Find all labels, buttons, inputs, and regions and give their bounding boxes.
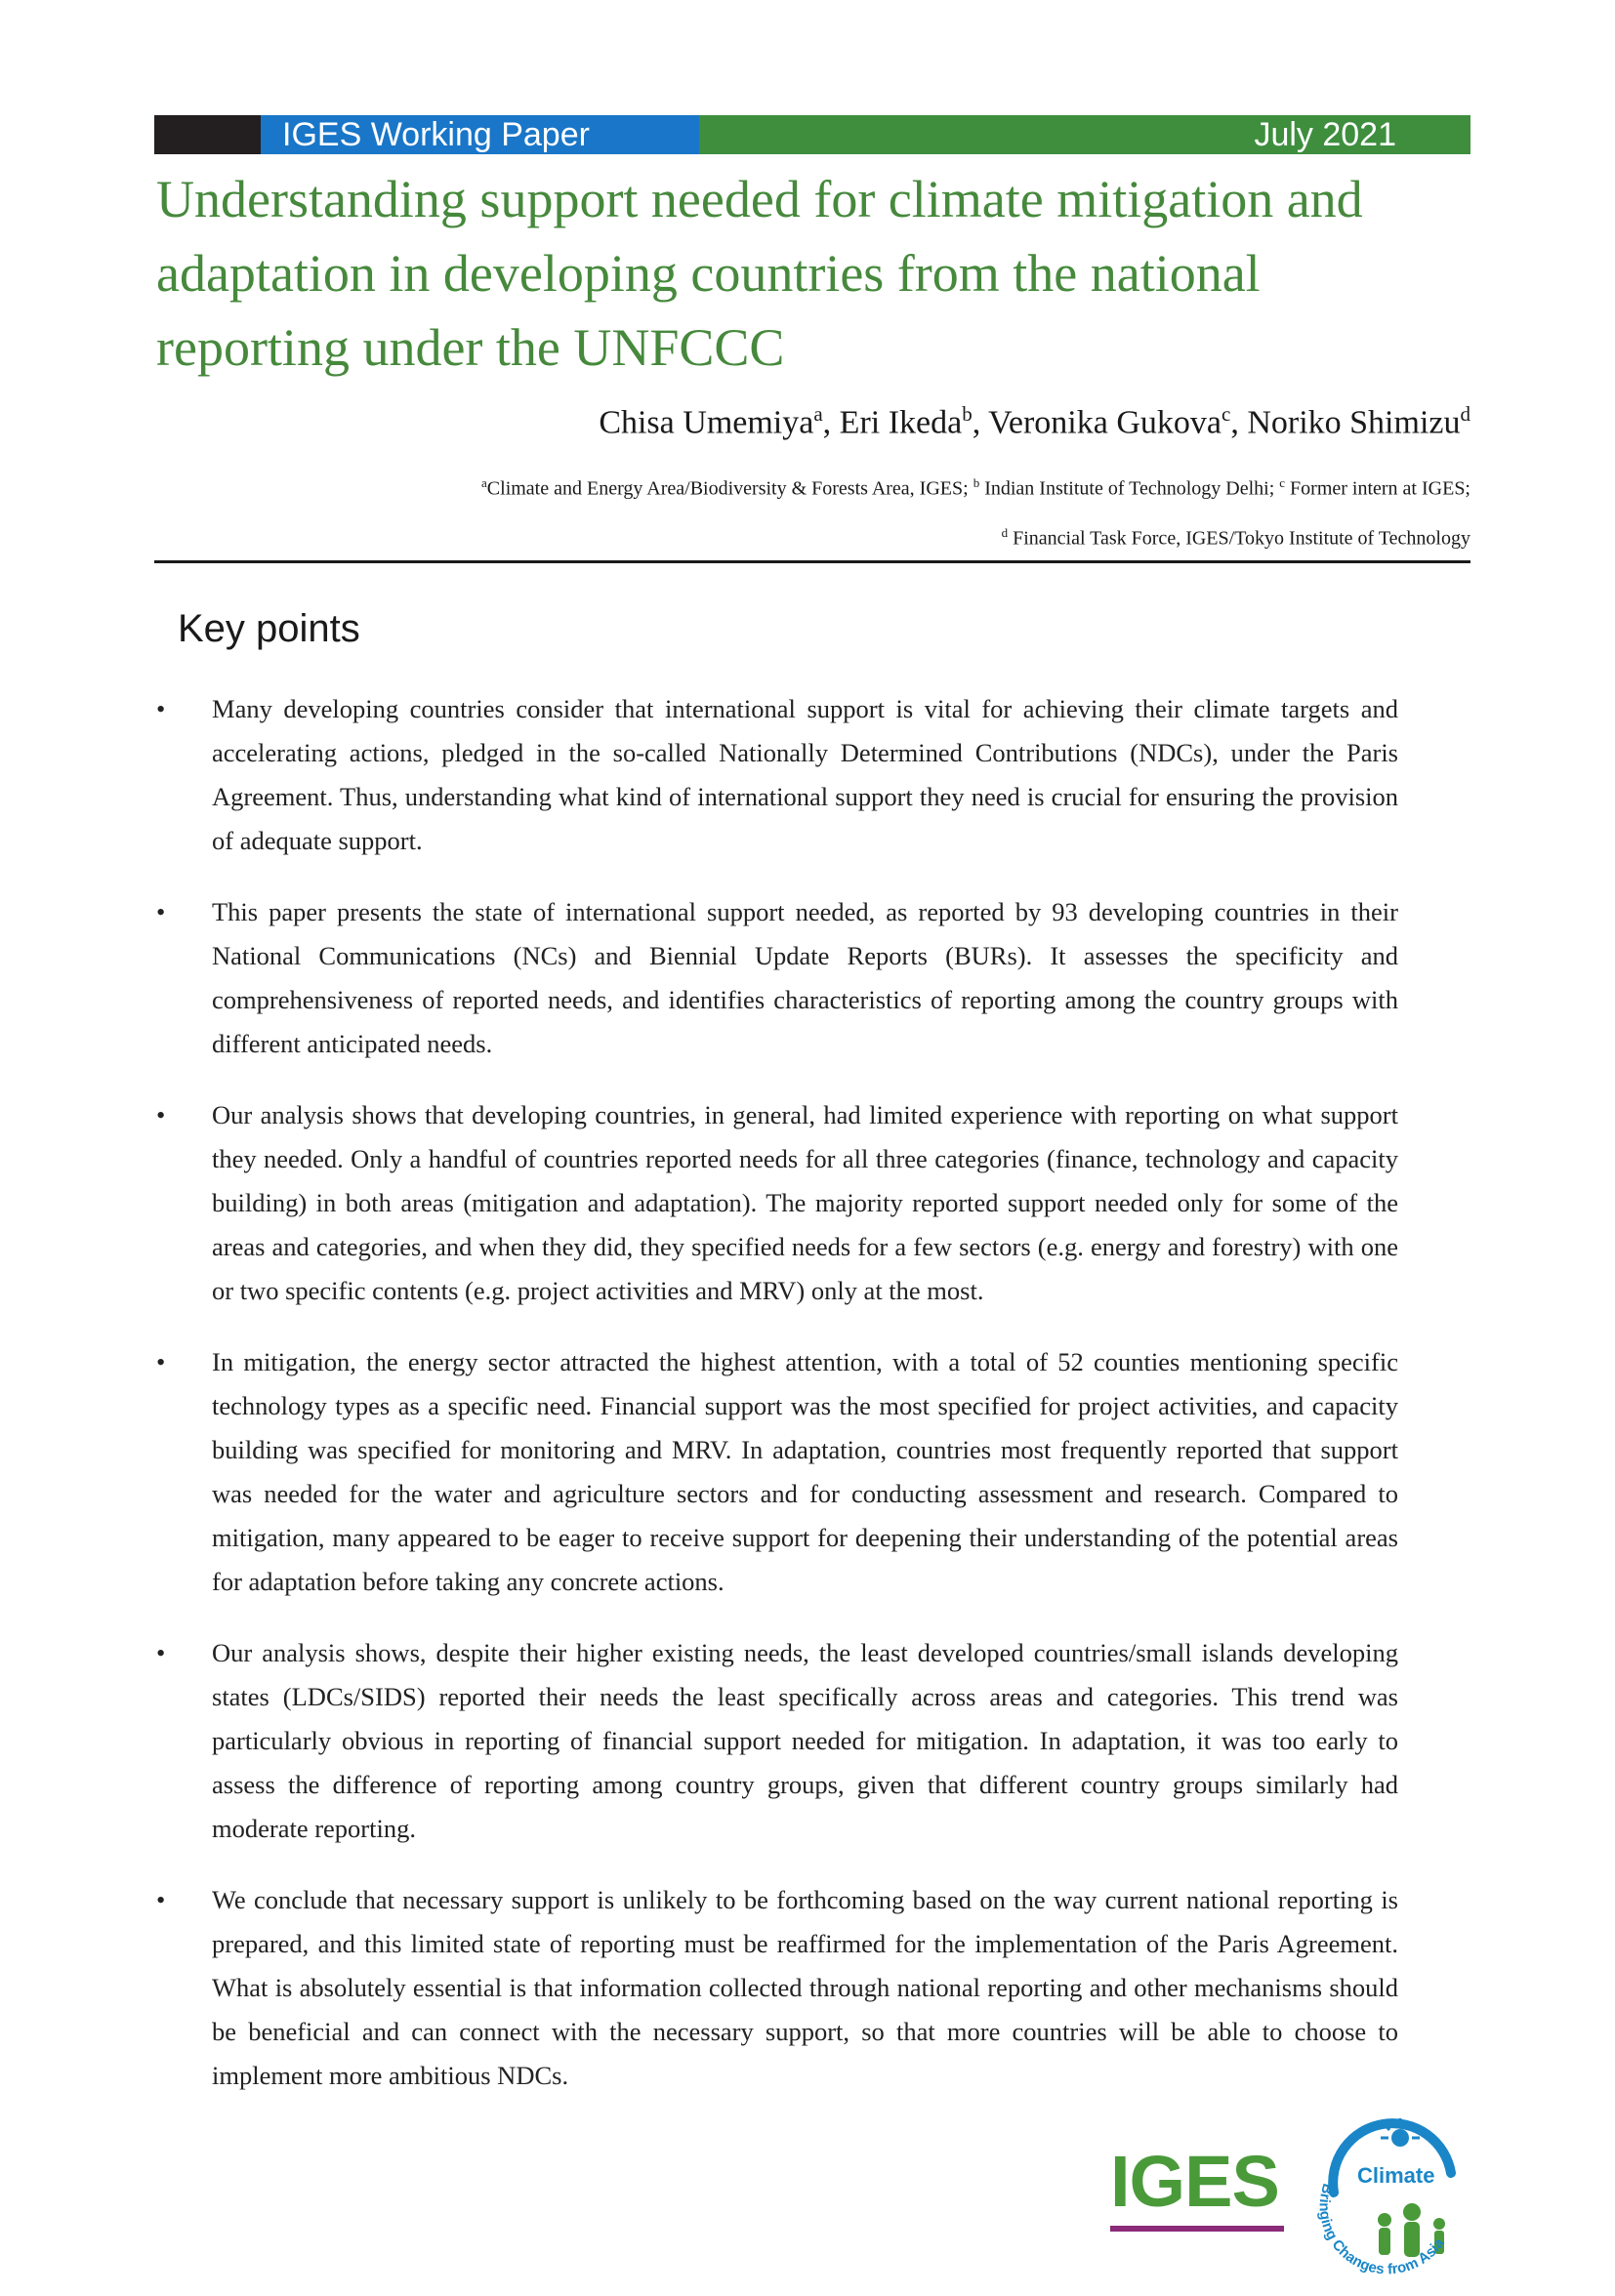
author-affiliation-mark: d [1460,402,1470,426]
iges-logo-underline [1110,2226,1284,2232]
author-separator: , [972,404,989,441]
affiliations-line-2 [1002,525,1470,551]
affiliation-mark: d [1001,525,1009,540]
key-points-list [156,687,1398,2125]
author-affiliation-mark: c [1222,402,1231,426]
author-separator: , [822,404,840,441]
author-name: Noriko Shimizu [1247,404,1461,441]
key-point-item [156,1340,1398,1604]
author-name: Veronika Gukova [988,404,1222,441]
header-divider [154,560,1470,563]
affiliation-d: Financial Task Force, IGES/Tokyo Institute of Technology [1013,527,1470,550]
author-list [599,402,1470,441]
bullet-icon: • [156,1638,166,1667]
key-point-item [156,1631,1398,1851]
banner-black-block [154,115,261,154]
affiliations-line-1 [481,475,1470,501]
bullet-icon: • [156,1885,166,1914]
bullet-icon: • [156,1347,166,1376]
key-point-text: We conclude that necessary support is unlikely to be forthcoming based on the way current national reporting is prepared, and this limited state of reporting must be reaffirmed for the implementation of the Paris Agreement. What is absolutely essential is that information collected through national reporting and other mechanisms should be beneficial and can connect with the necessary support, so that more countries will be able to choose to implement more ambitious NDCs. [212,1885,1398,2090]
affiliation-b: Indian Institute of Technology Delhi; [984,477,1280,500]
author-name: Chisa Umemiya [599,404,814,441]
key-point-item [156,890,1398,1066]
affiliation-mark: a [481,475,487,490]
key-point-text: Many developing countries consider that international support is vital for achieving their climate targets and accelerating actions, pledged in the so-called Nationally Determined Contributions (NDCs), under the Paris Agreement. Thus, understanding what kind of international support they need is crucial for ensuring the provision of adequate support. [212,694,1398,855]
author-affiliation-mark: b [962,402,973,426]
header-banner [154,115,1470,154]
affiliation-mark: c [1279,475,1286,490]
author-separator: , [1230,404,1248,441]
key-point-text: In mitigation, the energy sector attracted the highest attention, with a total of 52 counties mentioning specific technology types as a specific need. Financial support was the most specified for project activities, and capacity building was specified for monitoring and MRV. In adaptation, countries most frequently reported that support was needed for the water and agriculture sectors and for conducting assessment and research. Compared to mitigation, many appeared to be eager to receive support for deepening their understanding of the potential areas for adaptation before taking any concrete actions. [212,1347,1398,1596]
affiliation-c: Former intern at IGES; [1290,477,1470,500]
author-affiliation-mark: a [813,402,823,426]
key-point-item [156,1093,1398,1313]
key-points-heading: Key points [178,607,360,650]
climate-logo-word: Climate [1357,2163,1435,2188]
key-point-text: Our analysis shows that developing countries, in general, had limited experience with reporting on what support they needed. Only a handful of countries reported needs for all three categories (finance, technology and capacity building) in both areas (mitigation and adaptation). The majority reported support needed only for some of the areas and categories, and when they did, they specified needs for a few sectors (e.g. energy and forestry) with one or two specific contents (e.g. project activities and MRV) only at the most. [212,1100,1398,1305]
bullet-icon: • [156,694,166,723]
key-point-text: This paper presents the state of international support needed, as reported by 93 developing countries in their National Communications (NCs) and Biennial Update Reports (BURs). It assesses the specificity and comprehensiveness of reported needs, and identifies characteristics of reporting among the country groups with different anticipated needs. [212,897,1398,1058]
climate-logo [1295,2114,1476,2296]
author-name: Eri Ikeda [839,404,963,441]
iges-logo: IGES [1110,2141,1279,2222]
key-point-item [156,1878,1398,2098]
key-point-text: Our analysis shows, despite their higher existing needs, the least developed countries/small islands developing states (LDCs/SIDS) reported their needs the least specifically across areas and categories. This trend was particularly obvious in reporting of financial support needed for mitigation. In adaptation, it was too early to assess the difference of reporting among country groups, given that different country groups similarly had moderate reporting. [212,1638,1398,1843]
banner-series-label: IGES Working Paper [261,115,699,154]
affiliation-a: Climate and Energy Area/Biodiversity & Forests Area, IGES; [486,477,973,500]
bullet-icon: • [156,897,166,926]
affiliation-mark: b [973,475,980,490]
bullet-icon: • [156,1100,166,1129]
banner-date: July 2021 [699,115,1470,154]
key-point-item [156,687,1398,863]
paper-title: Understanding support needed for climate mitigation and adaptation in developing countries from the national reporting under the UNFCCC [156,170,1363,377]
climate-logo-tagline: Bringing Changes from Asia [1315,2181,1448,2278]
